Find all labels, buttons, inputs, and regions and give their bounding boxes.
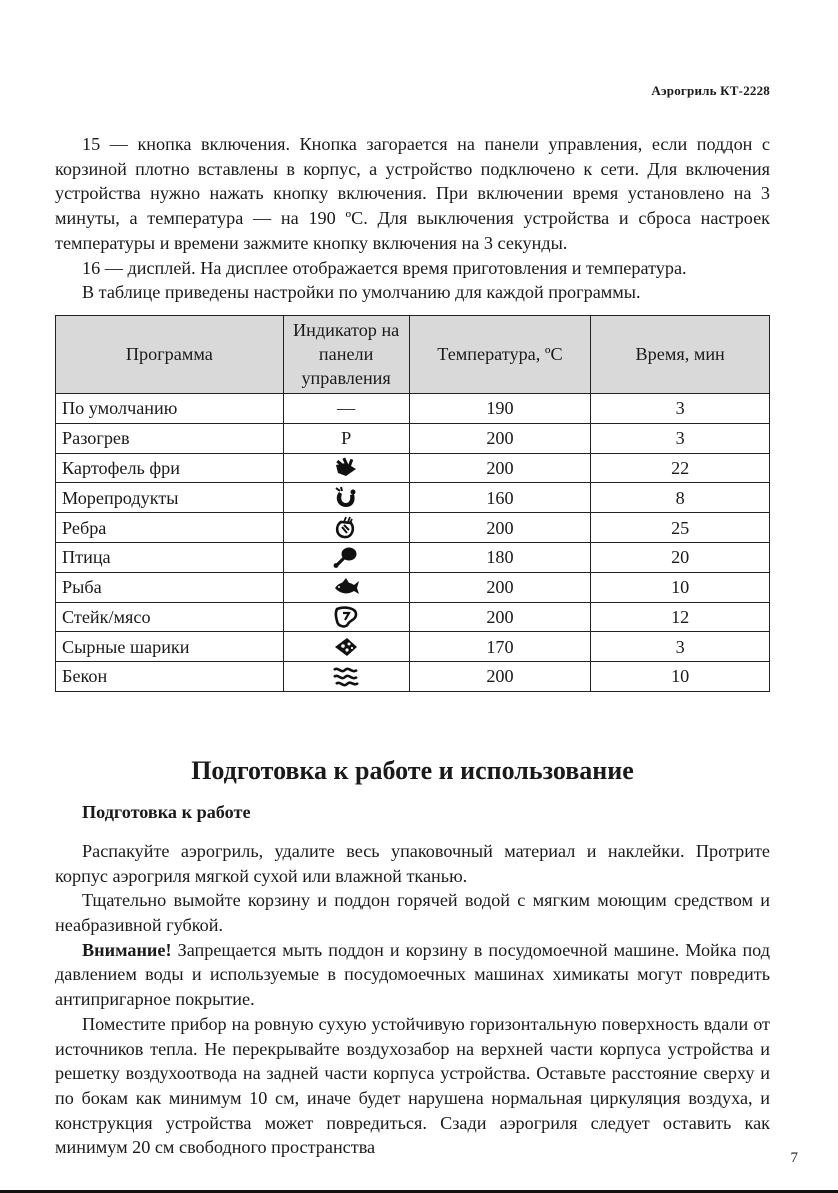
cell-temperature: 200 <box>409 602 591 632</box>
table-row <box>56 572 770 602</box>
cell-program: По умолчанию <box>56 393 284 423</box>
steak-icon <box>283 602 409 632</box>
cell-program: Картофель фри <box>56 453 284 483</box>
paragraph-power-button: 15 — кнопка включения. Кнопка загорается на панели управления, если поддон с корзиной плотно вставлены в корпус, а устройство подключено к сети. Для включения устройства нужно нажать кнопку включения. При включении время установлено на 3 минуты, а температура — на 190 ºС. Для выключения устройства и сброса настроек температуры и времени зажмите кнопку включения на 3 секунды. <box>55 134 770 253</box>
table-row <box>56 602 770 632</box>
table-body <box>56 393 770 691</box>
shrimp-icon <box>283 483 409 513</box>
table-row <box>56 453 770 483</box>
paragraph-placement: Поместите прибор на ровную сухую устойчивую горизонтальную поверхность вдали от источников тепла. Не перекрывайте воздухозабор на верхней части корпуса устройства и решетку воздухоотвода на задней части корпуса устройства. Оставьте расстояние сверху и по бокам как минимум 10 см, иначе будет нарушена нормальная циркуляция воздуха, и конструкция устройства может повредиться. Сзади аэрогриля следует оставить как минимум 20 см свободного пространства <box>55 1013 770 1158</box>
cell-program: Птица <box>56 542 284 572</box>
cell-indicator: Р <box>283 423 409 453</box>
page-number: 7 <box>790 1150 798 1166</box>
cell-time: 20 <box>591 542 770 572</box>
cell-time: 3 <box>591 423 770 453</box>
cell-time: 10 <box>591 572 770 602</box>
header-time: Время, мин <box>591 315 770 393</box>
warning-text: Запрещается мыть поддон и корзину в посудомоечной машине. Мойка под давлением воды и используемые в посудомоечных машинах химикаты могут повредить антипригарное покрытие. <box>55 939 770 1010</box>
cell-time: 8 <box>591 483 770 513</box>
cell-program: Ребра <box>56 513 284 543</box>
cell-time: 3 <box>591 632 770 662</box>
cell-temperature: 170 <box>409 632 591 662</box>
cell-temperature: 200 <box>409 453 591 483</box>
cell-temperature: 200 <box>409 662 591 692</box>
cell-time: 25 <box>591 513 770 543</box>
table-row <box>56 423 770 453</box>
cell-program: Сырные шарики <box>56 632 284 662</box>
table-row <box>56 513 770 543</box>
fish-icon <box>283 572 409 602</box>
table-row <box>56 393 770 423</box>
cell-temperature: 200 <box>409 423 591 453</box>
header-indicator: Индикатор на панели управления <box>283 315 409 393</box>
table-header-row <box>56 315 770 393</box>
cell-program: Морепродукты <box>56 483 284 513</box>
ribs-icon <box>283 513 409 543</box>
cell-time: 3 <box>591 393 770 423</box>
cell-time: 10 <box>591 662 770 692</box>
table-row <box>56 483 770 513</box>
cell-temperature: 190 <box>409 393 591 423</box>
cell-time: 12 <box>591 602 770 632</box>
programs-table <box>55 315 770 692</box>
page-content <box>55 132 770 1160</box>
running-header: Аэрогриль КТ-2228 <box>651 83 770 98</box>
cell-temperature: 160 <box>409 483 591 513</box>
header-program: Программа <box>56 315 284 393</box>
table-row <box>56 662 770 692</box>
paragraph-table-intro: В таблице приведены настройки по умолчанию для каждой программы. <box>82 282 641 303</box>
subsection-title: Подготовка к работе <box>82 801 251 822</box>
paragraph-warning <box>55 938 770 1012</box>
table-row <box>56 542 770 572</box>
cheese-icon <box>283 632 409 662</box>
paragraph-display: 16 — дисплей. На дисплее отображается время приготовления и температура. <box>82 257 687 278</box>
cell-temperature: 200 <box>409 572 591 602</box>
cell-indicator: — <box>283 393 409 423</box>
cell-program: Стейк/мясо <box>56 602 284 632</box>
bacon-icon <box>283 662 409 692</box>
section-title: Подготовка к работе и использование <box>191 755 634 785</box>
warning-label: Внимание! <box>82 939 172 960</box>
fries-icon <box>283 453 409 483</box>
cell-program: Бекон <box>56 662 284 692</box>
cell-temperature: 180 <box>409 542 591 572</box>
table-row <box>56 632 770 662</box>
cell-time: 22 <box>591 453 770 483</box>
cell-program: Разогрев <box>56 423 284 453</box>
header-temperature: Температура, ºС <box>409 315 591 393</box>
paragraph-wash: Тщательно вымойте корзину и поддон горячей водой с мягким моющим средством и неабразивной губкой. <box>55 890 770 935</box>
paragraph-unpack: Распакуйте аэрогриль, удалите весь упаковочный материал и наклейки. Протрите корпус аэрогриля мягкой сухой или влажной тканью. <box>55 840 770 886</box>
drumstick-icon <box>283 542 409 572</box>
cell-temperature: 200 <box>409 513 591 543</box>
cell-program: Рыба <box>56 572 284 602</box>
